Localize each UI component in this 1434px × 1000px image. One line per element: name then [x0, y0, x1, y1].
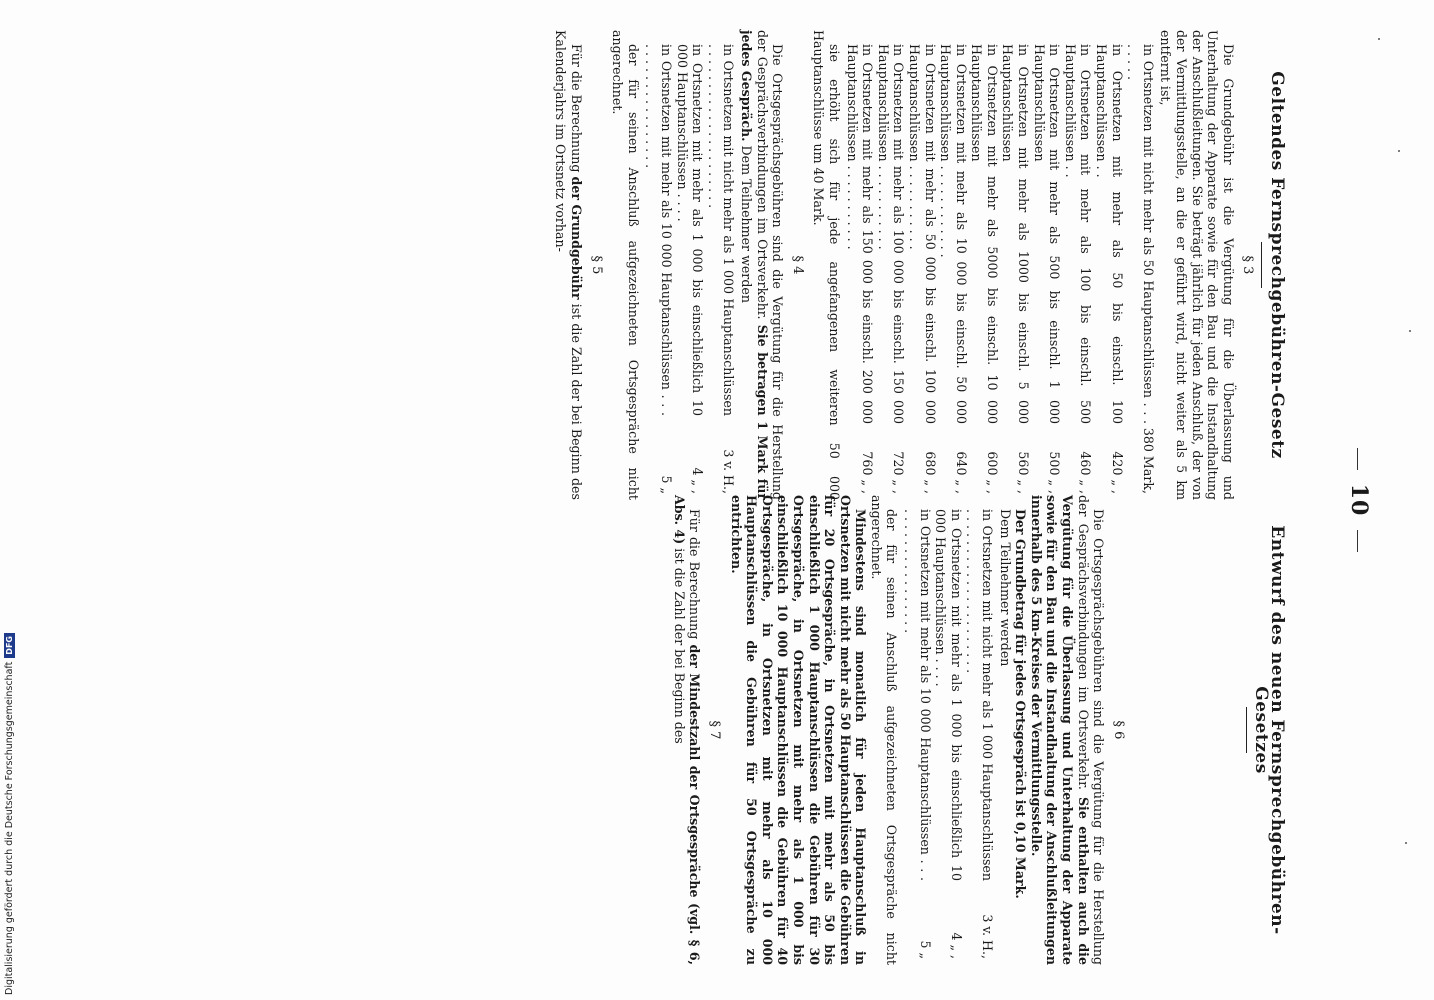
fee-row: in Ortsnetzen mit nicht mehr als 50 Hauptanschlüssen . . . . . . . . 380 Mark, — [1125, 44, 1156, 494]
column-current-law — [553, 30, 1287, 500]
section-6-intro: Die Ortsgesprächsgebühren sind die Vergütung für die Herstellung der Gesprächsverbindungen im Ortsverkehr. Sie enthalten auch die Vergütung für die Überlassung und Unterhaltung der Apparate sowie für den Bau und die Instandhaltung der Anschlußleitungen innerhalb des 5 km-Kreises der Vermittlungsstelle. — [1028, 495, 1107, 965]
discount-row: in Ortsnetzen mit nicht mehr als 1 000 Hauptanschlüssen . . . . . . . . . . . . . . . . . . . . . 3 v. H., — [705, 44, 737, 494]
section-3-outro: sie erhöht sich für jede angefangenen weiteren 50 000 Hauptanschlüsse um 40 Mark. — [811, 30, 842, 500]
discount-row: in Ortsnetzen mit mehr als 1 000 bis einschließlich 10 000 Hauptanschlüssen . . . . 4 „ , — [674, 44, 706, 494]
title-rule — [1246, 707, 1247, 753]
page-number-text: 10 — [1346, 483, 1372, 517]
section-5-text: Für die Berechnung der Grundgebühr ist die Zahl der bei Beginn des Kalenderjahrs im Ortsnetz vorhan- — [553, 30, 585, 500]
page-number-dash — [1358, 530, 1359, 552]
fee-row: in Ortsnetzen mit mehr als 100 000 bis einschl. 150 000 Hauptanschlüssen . . . . . . . . . . . 720 „ , — [875, 44, 907, 494]
section-heading-5: § 5 — [588, 255, 604, 275]
discount-row: in Ortsnetzen mit mehr als 10 000 Hauptanschlüssen . . . . . . . . . . . . . . . . . . . 5 „ — [902, 509, 933, 959]
fee-table-3 — [844, 30, 1156, 500]
fee-row: in Ortsnetzen mit mehr als 5000 bis einschl. 10 000 Hauptanschlüssen 600 „ , — [969, 44, 1000, 494]
section-6-participant: Dem Teilnehmer werden — [997, 509, 1013, 667]
section-6-minimum: Mindestens sind monatlich für jeden Hauptanschluß in Ortsnetzen mit nicht mehr als 50 Hauptanschlüssen die Gebühren für 20 Ortsgespräche, in Ortsnetzen mit mehr als 50 bis einschließlich 1 000 Hauptanschlüssen die Gebühren für 30 Ortsgespräche, in Ortsnetzen mit mehr als 1 000 bis einschließlich 10 000 Hauptanschlüssen die Gebühren für 40 Ortsgespräche, in Ortsnetzen mit mehr als 10 000 Hauptanschlüssen die Gebühren für 50 Ortsgespräche zu entrichten. — [728, 495, 869, 965]
funding-credit-text: Digitalisierung gefördert durch die Deutsche Forschungsgemeinschaft — [4, 661, 15, 995]
column-draft-law — [671, 495, 1287, 965]
funding-credit — [4, 633, 15, 995]
discount-row: in Ortsnetzen mit nicht mehr als 1 000 Hauptanschlüssen . . . . . . . . . . . . . . . . . . . . . 3 v. H., — [964, 509, 996, 959]
section-heading-7: § 7 — [706, 720, 722, 740]
discount-row: in Ortsnetzen mit mehr als 10 000 Hauptanschlüssen . . . . . . . . . . . . . . . . . . . 5 „ — [643, 44, 675, 494]
fee-row: in Ortsnetzen mit mehr als 50 bis einschl. 100 Hauptanschlüssen . . 420 „ , — [1094, 44, 1125, 494]
page-number — [1346, 0, 1372, 1000]
title-rule — [1261, 242, 1262, 288]
section-3-intro: Die Grundgebühr ist die Vergütung für die Überlassung und Unterhaltung der Apparate sowie für den Bau und die Instandhaltung der Anschlußleitungen. Sie beträgt jährlich für jeden Anschluß, der von der Vermittlungsstelle, an die er geführt wird, nicht weiter als 5 km entfernt ist, — [1158, 30, 1236, 500]
fee-row: in Ortsnetzen mit mehr als 1000 bis einschl. 5 000 Hauptanschlüssen 560 „ , — [1000, 44, 1032, 494]
column-title-draft-law: Entwurf des neuen Fernsprechgebühren-Gesetzes — [1251, 525, 1287, 935]
fee-row: in Ortsnetzen mit mehr als 100 bis einschl. 500 Hauptanschlüssen . . 460 „ , — [1062, 44, 1094, 494]
fee-row: in Ortsnetzen mit mehr als 500 bis einschl. 1 000 Hauptanschlüssen 500 „ , — [1031, 44, 1063, 494]
section-heading-6: § 6 — [1110, 720, 1126, 740]
section-heading-4: § 4 — [789, 255, 805, 275]
discount-table-4 — [643, 30, 737, 500]
fee-row: in Ortsnetzen mit mehr als 50 000 bis einschl. 100 000 Hauptanschlüssen . . . . . . . . . . . 680 „ , — [906, 44, 938, 494]
section-6-base-rate: Der Grundbetrag für jedes Ortsgespräch ist 0,10 Mark. — [1013, 509, 1029, 899]
discount-table-6 — [902, 495, 996, 965]
section-4-intro: Die Ortsgesprächsgebühren sind die Vergütung für die Herstellung der Gesprächsverbindungen im Ortsverkehr. Sie betragen 1 Mark für jedes Gespräch. Dem Teilnehmer werden — [739, 30, 786, 500]
fee-row: in Ortsnetzen mit mehr als 10 000 bis einschl. 50 000 Hauptanschlüssen . . . . . . . . . . . . 640 „ , — [938, 44, 969, 494]
section-7-text: Für die Berechnung der Mindestzahl der Ortsgespräche (vgl. § 6, Abs. 4) ist die Zahl der bei Beginn des — [671, 495, 703, 965]
page-number-dash — [1358, 448, 1359, 470]
discount-row: in Ortsnetzen mit mehr als 1 000 bis einschließlich 10 000 Hauptanschlüssen . . . . 4 „ , — [933, 509, 964, 959]
fee-row: in Ortsnetzen mit mehr als 150 000 bis einschl. 200 000 Hauptanschlüssen . . . . . . . . . . . 760 „ , — [844, 44, 876, 494]
dfg-logo: DFG — [4, 633, 15, 658]
section-heading-3: § 3 — [1240, 255, 1256, 275]
section-6-outro: der für seinen Anschluß aufgezeichneten Ortsgespräche nicht angerechnet. — [868, 495, 900, 965]
section-4-outro: der für seinen Anschluß aufgezeichneten Ortsgespräche nicht angerechnet. — [610, 30, 641, 500]
column-title-current-law: Geltendes Fernsprechgebühren-Gesetz — [1267, 71, 1287, 459]
